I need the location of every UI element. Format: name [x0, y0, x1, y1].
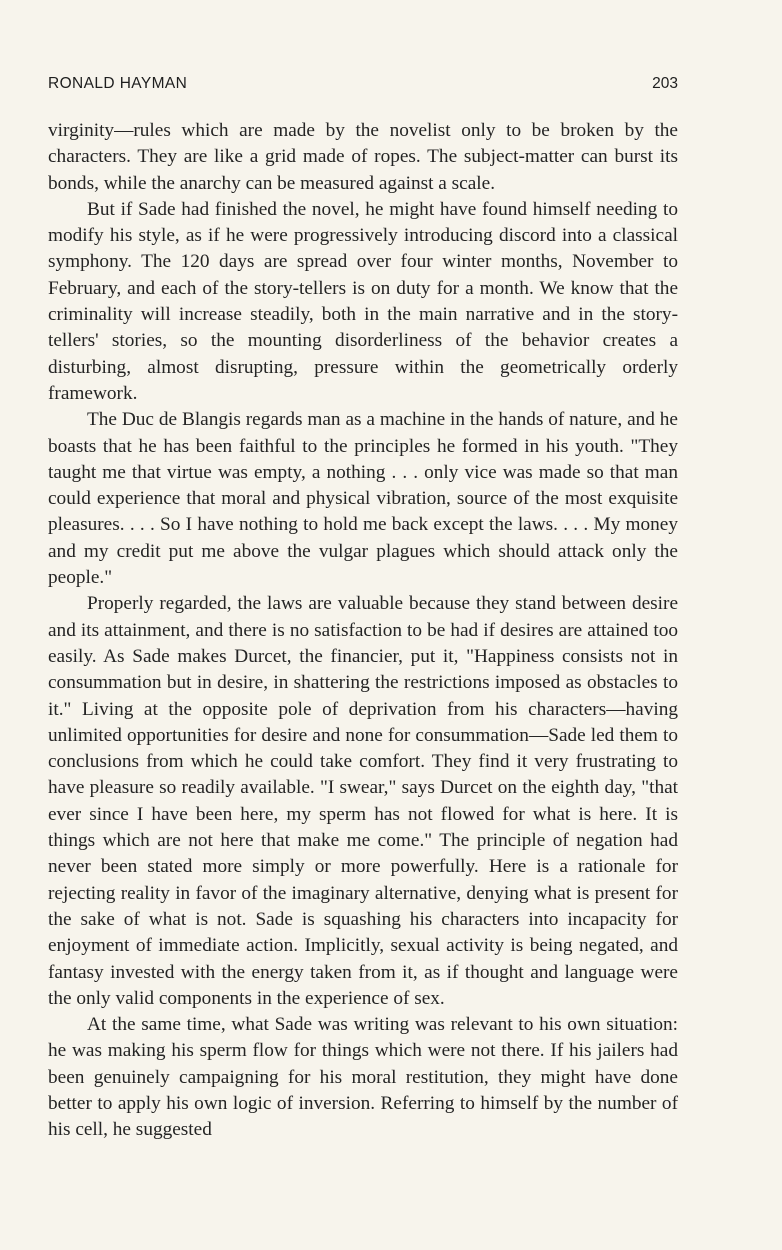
page-number: 203 [652, 75, 678, 92]
paragraph-1: virginity—rules which are made by the novelist only to be broken by the characters. They are like a grid made of ropes. The subject-matter can burst its bonds, while the anarchy can be measured against a scale. [48, 120, 678, 194]
running-head-author: RONALD HAYMAN [48, 75, 188, 92]
running-head [48, 75, 678, 97]
paragraph-5: At the same time, what Sade was writing was relevant to his own situation: he was making his sperm flow for things which were not there. If his jailers had been genuinely campaigning for his moral restitution, they might have done better to apply his own logic of inversion. Referring to himself by the number of his cell, he suggested [48, 1014, 678, 1141]
paragraph-3: The Duc de Blangis regards man as a machine in the hands of nature, and he boasts that he has been faithful to the principles he formed in his youth. "They taught me that virtue was empty, a nothing . . . only vice was made so that man could experience that moral and physical vibration, source of the most exquisite pleasures. . . . So I have nothing to hold me back except the laws. . . . My money and my credit put me above the vulgar plagues which should attack only the people." [48, 409, 678, 589]
body-text [48, 118, 678, 1144]
paragraph-4: Properly regarded, the laws are valuable because they stand between desire and its attainment, and there is no satisfaction to be had if desires are attained too easily. As Sade makes Durcet, the financier, put it, "Happiness consists not in consummation but in desire, in shattering the restrictions imposed as obstacles to it." Living at the opposite pole of deprivation from his characters—having unlimited opportunities for desire and none for consummation—Sade led them to conclusions from which he could take comfort. They find it very frustrating to have pleasure so readily available. "I swear," says Durcet on the eighth day, "that ever since I have been here, my sperm has not flowed for what is here. It is things which are not here that make me come." The principle of negation had never been stated more simply or more powerfully. Here is a rationale for rejecting reality in favor of the imaginary alternative, denying what is present for the sake of what is not. Sade is squashing his characters into incapacity for enjoyment of immediate action. Implicitly, sexual activity is being negated, and fantasy invested with the energy taken from it, as if thought and language were the only valid components in the experience of sex. [48, 593, 678, 1009]
paragraph-2: But if Sade had finished the novel, he might have found himself needing to modify his style, as if he were progressively introducing discord into a classical symphony. The 120 days are spread over four winter months, November to February, and each of the story-tellers is on duty for a month. We know that the criminality will increase steadily, both in the main narrative and in the story-tellers' stories, so the mounting disorderliness of the behavior creates a disturbing, almost disrupting, pressure within the geometrically orderly framework. [48, 198, 678, 404]
